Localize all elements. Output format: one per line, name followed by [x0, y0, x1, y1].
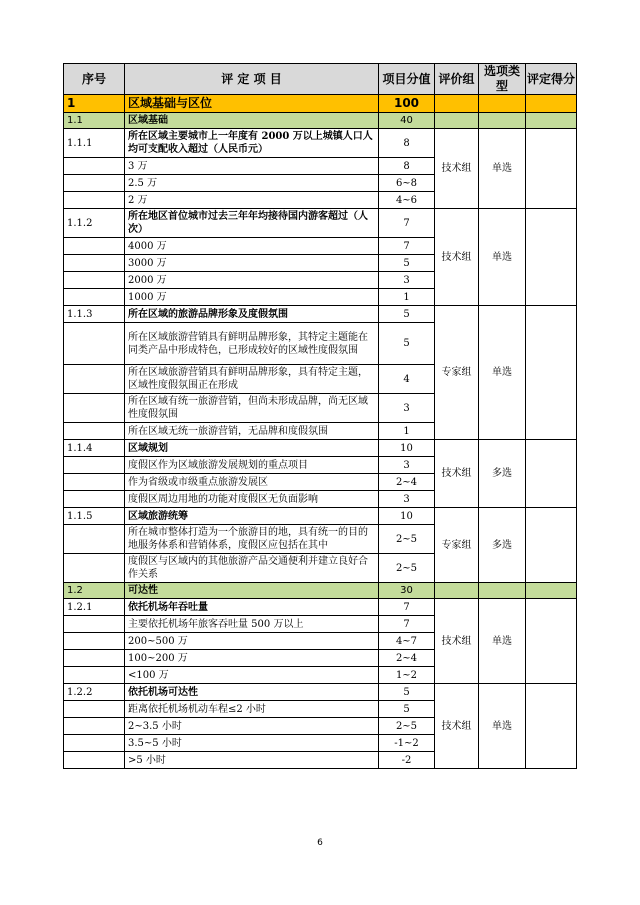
item-code: 1.1.1	[64, 129, 125, 158]
item-score-cell	[526, 684, 577, 769]
option-label: 主要依托机场年旅客吞吐量 500 万以上	[125, 616, 379, 633]
option-value: 4~7	[379, 633, 435, 650]
item-group: 技术组	[435, 440, 479, 508]
item-group: 技术组	[435, 684, 479, 769]
subsection-name: 区域基础	[125, 113, 379, 129]
item-code: 1.1.4	[64, 440, 125, 457]
option-value: 2~5	[379, 525, 435, 554]
option-value: 3	[379, 272, 435, 289]
item-option-type: 单选	[479, 684, 526, 769]
option-label: 200~500 万	[125, 633, 379, 650]
item-code: 1.1.3	[64, 306, 125, 323]
option-label: 3 万	[125, 158, 379, 175]
item-option-type: 多选	[479, 440, 526, 508]
item-value: 5	[379, 684, 435, 701]
item-score-cell	[526, 440, 577, 508]
item-value: 8	[379, 129, 435, 158]
item-row	[64, 599, 577, 616]
item-option-type: 单选	[479, 209, 526, 306]
header-option-type: 选项类型	[479, 64, 526, 95]
item-code: 1.2.1	[64, 599, 125, 616]
option-label: 2 万	[125, 192, 379, 209]
page-number: 6	[317, 838, 323, 848]
item-name: 所在区域的旅游品牌形象及度假氛围	[125, 306, 379, 323]
option-value: 7	[379, 616, 435, 633]
option-label: 1000 万	[125, 289, 379, 306]
header-seq: 序号	[64, 64, 125, 95]
item-score-cell	[526, 508, 577, 583]
section-name: 区域基础与区位	[125, 95, 379, 113]
item-value: 7	[379, 599, 435, 616]
option-value: 2~4	[379, 650, 435, 667]
header-score: 评定得分	[526, 64, 577, 95]
header-group: 评价组	[435, 64, 479, 95]
item-value: 10	[379, 440, 435, 457]
item-row	[64, 508, 577, 525]
subsection-value: 40	[379, 113, 435, 129]
option-value: 3	[379, 457, 435, 474]
option-value: 1	[379, 423, 435, 440]
item-score-cell	[526, 599, 577, 684]
option-value: 5	[379, 701, 435, 718]
option-value: 4	[379, 365, 435, 394]
item-name: 区域规划	[125, 440, 379, 457]
header-row	[64, 64, 577, 95]
option-value: 1	[379, 289, 435, 306]
item-code: 1.2.2	[64, 684, 125, 701]
item-row	[64, 684, 577, 701]
option-value: 5	[379, 255, 435, 272]
item-group: 技术组	[435, 599, 479, 684]
option-value: 1~2	[379, 667, 435, 684]
item-name: 所在地区首位城市过去三年年均接待国内游客超过（人次）	[125, 209, 379, 238]
subsection-value: 30	[379, 583, 435, 599]
option-value: 3	[379, 491, 435, 508]
item-value: 5	[379, 306, 435, 323]
header-points: 项目分值	[379, 64, 435, 95]
option-value: 7	[379, 238, 435, 255]
option-label: 2000 万	[125, 272, 379, 289]
option-label: 作为省级或市级重点旅游发展区	[125, 474, 379, 491]
option-value: -2	[379, 752, 435, 769]
item-option-type: 单选	[479, 306, 526, 440]
option-label: 所在城市整体打造为一个旅游目的地，具有统一的目的地服务体系和营销体系，度假区应包括在其中	[125, 525, 379, 554]
item-row	[64, 440, 577, 457]
subsection-code: 1.2	[64, 583, 125, 599]
section-code: 1	[64, 95, 125, 113]
option-label: 度假区与区域内的其他旅游产品交通便利并建立良好合作关系	[125, 554, 379, 583]
item-row	[64, 129, 577, 158]
option-label: 100~200 万	[125, 650, 379, 667]
item-score-cell	[526, 306, 577, 440]
option-label: 度假区作为区域旅游发展规划的重点项目	[125, 457, 379, 474]
item-code: 1.1.5	[64, 508, 125, 525]
option-label: <100 万	[125, 667, 379, 684]
subsection-row	[64, 113, 577, 129]
option-value: 2~5	[379, 718, 435, 735]
option-value: 2~5	[379, 554, 435, 583]
subsection-row	[64, 583, 577, 599]
scoring-table	[63, 63, 577, 769]
option-label: 3.5~5 小时	[125, 735, 379, 752]
option-label: 度假区周边用地的功能对度假区无负面影响	[125, 491, 379, 508]
item-group: 技术组	[435, 129, 479, 209]
section-value: 100	[379, 95, 435, 113]
item-value: 10	[379, 508, 435, 525]
option-label: 4000 万	[125, 238, 379, 255]
option-label: 距离依托机场机动车程≤2 小时	[125, 701, 379, 718]
subsection-name: 可达性	[125, 583, 379, 599]
item-group: 专家组	[435, 306, 479, 440]
item-option-type: 单选	[479, 129, 526, 209]
item-name: 区域旅游统筹	[125, 508, 379, 525]
item-group: 专家组	[435, 508, 479, 583]
option-label: 所在区域无统一旅游营销，无品牌和度假氛围	[125, 423, 379, 440]
option-label: 2.5 万	[125, 175, 379, 192]
item-code: 1.1.2	[64, 209, 125, 238]
option-value: 5	[379, 323, 435, 365]
item-name: 依托机场年吞吐量	[125, 599, 379, 616]
option-label: 所在区域有统一旅游营销，但尚未形成品牌，尚无区域性度假氛围	[125, 394, 379, 423]
option-value: -1~2	[379, 735, 435, 752]
header-item: 评 定 项 目	[125, 64, 379, 95]
option-label: 2~3.5 小时	[125, 718, 379, 735]
item-row	[64, 306, 577, 323]
item-option-type: 多选	[479, 508, 526, 583]
option-label: 所在区域旅游营销具有鲜明品牌形象，具有特定主题，区域性度假氛围正在形成	[125, 365, 379, 394]
section-row	[64, 95, 577, 113]
option-value: 2~4	[379, 474, 435, 491]
item-score-cell	[526, 129, 577, 209]
option-value: 6~8	[379, 175, 435, 192]
option-label: 所在区域旅游营销具有鲜明品牌形象，其特定主题能在同类产品中形成特色，已形成较好的区域性度假氛围	[125, 323, 379, 365]
item-option-type: 单选	[479, 599, 526, 684]
item-score-cell	[526, 209, 577, 306]
subsection-code: 1.1	[64, 113, 125, 129]
option-label: 3000 万	[125, 255, 379, 272]
item-value: 7	[379, 209, 435, 238]
option-value: 4~6	[379, 192, 435, 209]
item-name: 所在区域主要城市上一年度有 2000 万以上城镇人口人均可支配收入超过（人民币元）	[125, 129, 379, 158]
option-value: 3	[379, 394, 435, 423]
option-label: >5 小时	[125, 752, 379, 769]
item-group: 技术组	[435, 209, 479, 306]
item-row	[64, 209, 577, 238]
option-value: 8	[379, 158, 435, 175]
item-name: 依托机场可达性	[125, 684, 379, 701]
